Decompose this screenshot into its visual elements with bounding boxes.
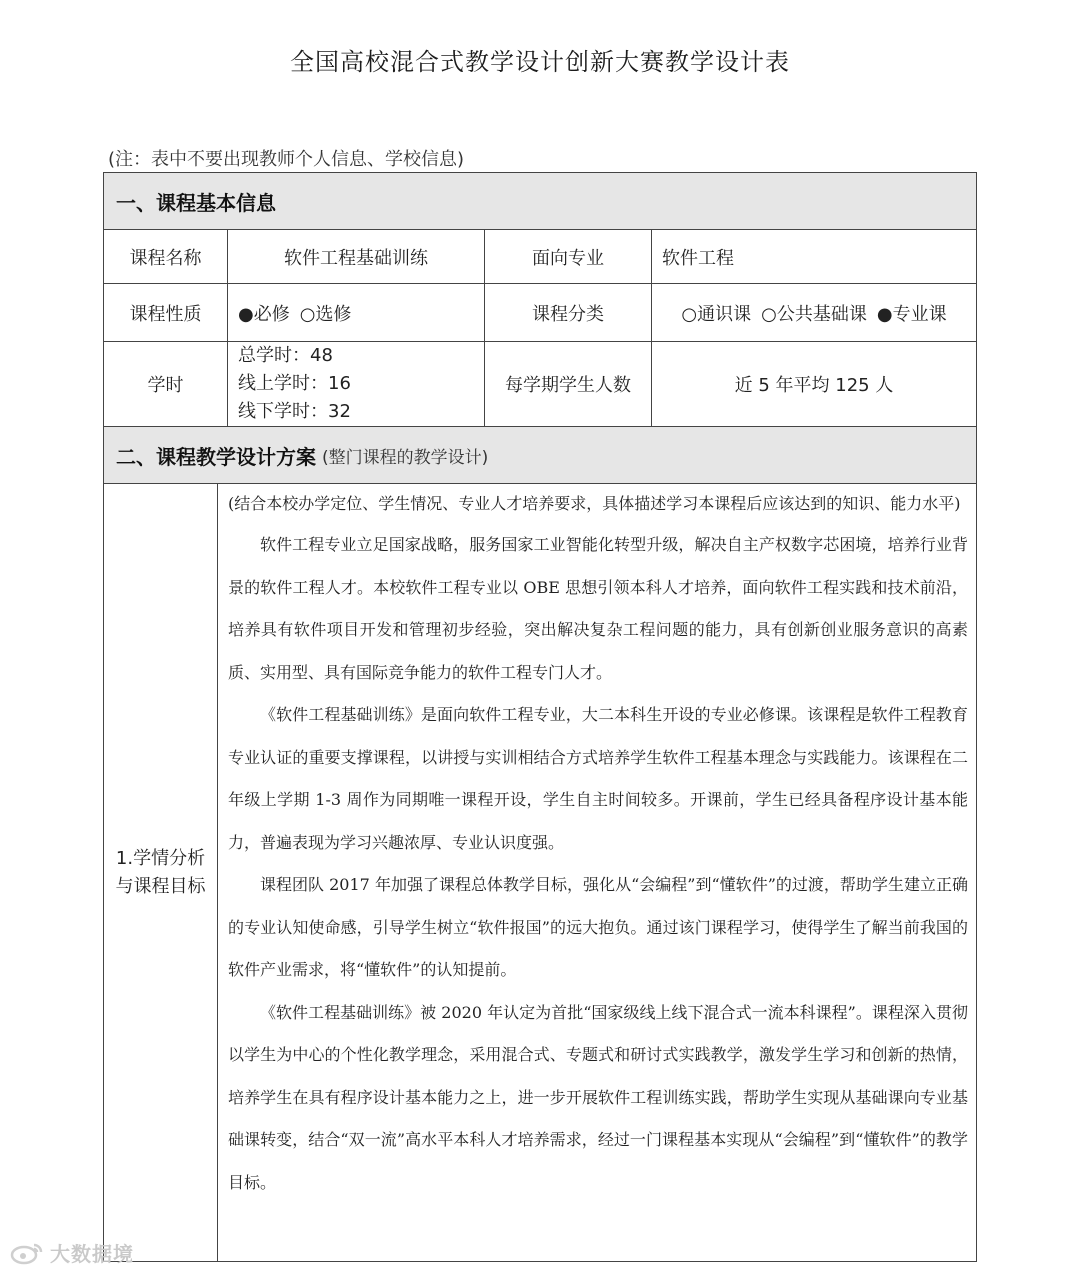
nature-label: 课程性质 bbox=[129, 303, 202, 325]
note-text: (注：表中不要出现教师个人信息、学校信息) bbox=[108, 149, 465, 170]
hours-online: 线上学时：16 bbox=[238, 373, 351, 394]
section2-subheading: (整门课程的教学设计) bbox=[322, 447, 489, 468]
item1-content bbox=[218, 484, 976, 1261]
category-option-public-basic: ○公共基础课 bbox=[761, 303, 867, 325]
major-value: 软件工程 bbox=[651, 230, 976, 283]
students-value: 近 5 年平均 125 人 bbox=[651, 342, 976, 426]
hours-offline: 线下学时：32 bbox=[238, 401, 351, 422]
students-label: 每学期学生人数 bbox=[484, 342, 651, 426]
item1-paragraph-4: 《软件工程基础训练》被 2020 年认定为首批“国家级线上线下混合式一流本科课程”。课程深入贯彻以学生为中心的个性化教学理念，采用混合式、专题式和研讨式实践教学，激发学生学习和创新的热情，培养学生在具有程序设计基本能力之上，进一步开展软件工程训练实践，帮助学生实现从基础课向专业基础课转变，结合“双一流”高水平本科人才培养需求，经过一门课程基本实现从“会编程”到“懂软件”的教学目标。 bbox=[228, 1002, 968, 1192]
section1-title: 一、课程基本信息 bbox=[116, 190, 276, 215]
section1-header bbox=[104, 173, 976, 230]
category-option-major: ●专业课 bbox=[876, 303, 947, 325]
hours-row bbox=[104, 342, 976, 427]
section2-heading: 二、课程教学设计方案 bbox=[116, 444, 316, 469]
item1-paragraph-3: 课程团队 2017 年加强了课程总体教学目标，强化从“会编程”到“懂软件”的过渡，帮助学生建立正确的专业认知使命感，引导学生树立“软件报国”的远大抱负。通过该门课程学习，使得学生了解当前我国的软件产业需求，将“懂软件”的认知提前。 bbox=[228, 875, 968, 979]
item1-label-line1: 1.学情分析 bbox=[115, 847, 206, 869]
item1-hint: (结合本校办学定位、学生情况、专业人才培养要求，具体描述学习本课程后应该达到的知识、能力水平) bbox=[228, 494, 961, 513]
design-table bbox=[103, 172, 977, 1262]
hours-breakdown bbox=[227, 342, 484, 426]
category-label: 课程分类 bbox=[484, 284, 651, 341]
hours-label: 学时 bbox=[147, 375, 184, 396]
nature-option-elective: ○选修 bbox=[299, 303, 352, 325]
section2-title bbox=[116, 427, 488, 483]
course-name-label: 课程名称 bbox=[129, 247, 202, 269]
major-label: 面向专业 bbox=[484, 230, 651, 283]
hours-total: 总学时：48 bbox=[238, 345, 333, 366]
item1-row bbox=[104, 484, 976, 1261]
weibo-logo-icon bbox=[10, 1241, 44, 1265]
course-nature-row bbox=[104, 284, 976, 342]
section2-header bbox=[104, 427, 976, 484]
item1-label bbox=[104, 484, 218, 1261]
category-options bbox=[651, 284, 976, 341]
nature-options bbox=[227, 284, 484, 341]
document-title: 全国高校混合式教学设计创新大赛教学设计表 bbox=[290, 48, 790, 76]
item1-paragraph-2: 《软件工程基础训练》是面向软件工程专业，大二本科生开设的专业必修课。该课程是软件工程教育专业认证的重要支撑课程，以讲授与实训相结合方式培养学生软件工程基本理念与实践能力。该课程在二年级上学期 1-3 周作为同期唯一课程开设，学生自主时间较多。开课前，学生已经具备程序设计基本能力，普遍表现为学习兴趣浓厚、专业认识度强。 bbox=[228, 705, 968, 852]
watermark-text: 大数据境 bbox=[50, 1242, 134, 1266]
course-name-value: 软件工程基础训练 bbox=[227, 230, 484, 283]
category-option-general: ○通识课 bbox=[681, 303, 752, 325]
nature-option-required: ●必修 bbox=[238, 303, 290, 325]
watermark bbox=[10, 1238, 134, 1267]
item1-label-line2: 与课程目标 bbox=[115, 875, 206, 897]
item1-paragraph-1: 软件工程专业立足国家战略，服务国家工业智能化转型升级，解决自主产权数字芯困境，培养行业背景的软件工程人才。本校软件工程专业以 OBE 思想引领本科人才培养，面向软件工程实践和技术前沿，培养具有软件项目开发和管理初步经验，突出解决复杂工程问题的能力，具有创新创业服务意识的高素质、实用型、具有国际竞争能力的软件工程专门人才。 bbox=[228, 535, 968, 682]
course-name-row bbox=[104, 230, 976, 284]
